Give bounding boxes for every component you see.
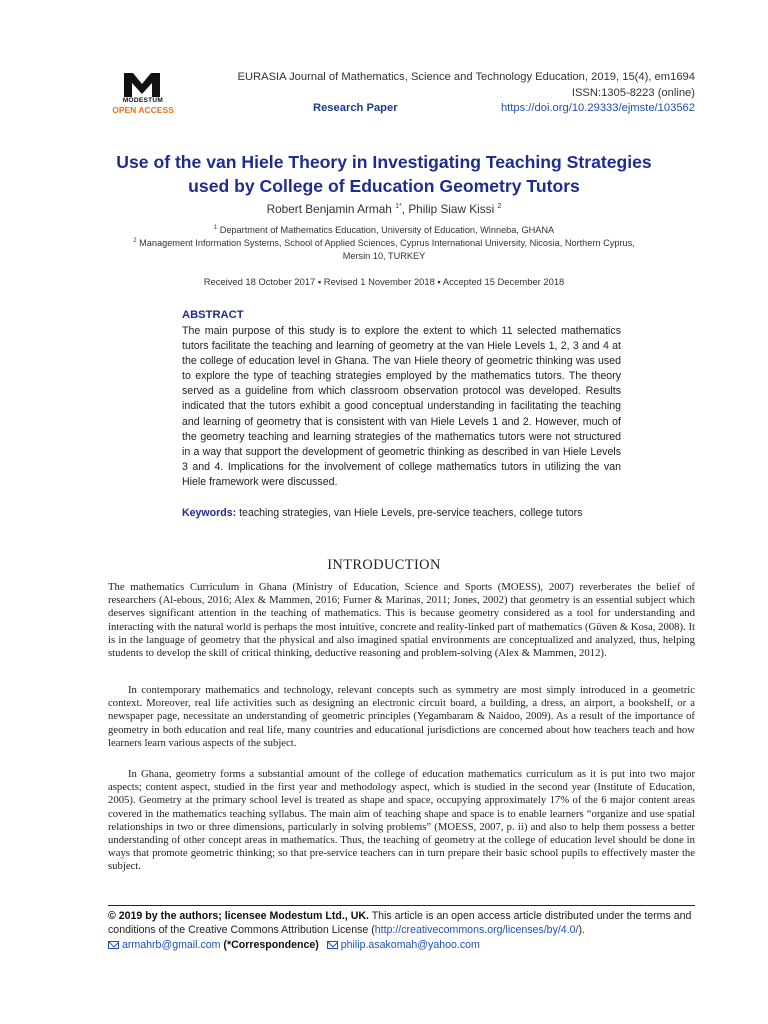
title-line-1: Use of the van Hiele Theory in Investigating Teaching Strategies bbox=[116, 152, 652, 172]
affiliation-2-text-line-2: Mersin 10, TURKEY bbox=[342, 251, 426, 262]
affiliation-1-mark: 1 bbox=[213, 225, 218, 231]
issn: ISSN:1305-8223 (online) bbox=[571, 87, 695, 99]
footer-divider bbox=[108, 905, 695, 906]
affiliation-2 bbox=[100, 235, 668, 263]
introduction-heading: INTRODUCTION bbox=[327, 557, 441, 573]
license-text: This article is an open access article distributed under the terms and conditions of the Creative Commons Attribution License ( bbox=[108, 910, 692, 937]
article-dates: Received 18 October 2017 ▪ Revised 1 November 2018 ▪ Accepted 15 December 2018 bbox=[203, 276, 565, 287]
open-access-label: OPEN ACCESS bbox=[112, 105, 174, 115]
modestum-m-icon bbox=[122, 70, 162, 98]
license-link[interactable]: http://creativecommons.org/licenses/by/4.0/ bbox=[374, 924, 579, 937]
author-1: Robert Benjamin Armah bbox=[266, 202, 392, 216]
copyright-statement: © 2019 by the authors; licensee Modestum Ltd., UK. bbox=[108, 910, 369, 922]
license-notice bbox=[108, 909, 698, 952]
intro-paragraph-1: The mathematics Curriculum in Ghana (Ministry of Education, Science and Sports (MOESS), 2007) reverberates the belief of researchers (Al-ebous, 2016; Alex & Mammen, 2016; Furner & Marinas, 2011; Jones, 2002) that geometry is an essential subject which deserves significant attention in the teaching of mathematics. This is because geometry considered as a tool for understanding and interacting with the natural world is perhaps the most intuitive, concrete and reality-linked part of mathematics (Güven & Kosa, 2008). It is in the language of geometry that the physical and also imagined spatial environments are conceptualized and analyzed, thus, helping students to develop the skill of critical thinking, deductive reasoning and problem-solving (Alex & Mammen, 2012). bbox=[108, 581, 695, 660]
license-text-end: ). bbox=[578, 924, 585, 937]
author-1-affiliation-mark: 1* bbox=[395, 203, 402, 211]
paper-title bbox=[60, 150, 708, 198]
contact-line bbox=[108, 938, 698, 952]
email-link-2[interactable]: philip.asakomah@yahoo.com bbox=[340, 938, 480, 951]
intro-paragraph-3: In Ghana, geometry forms a substantial amount of the college of education mathematics curriculum as it is put into two major aspects; content aspect, studied in the first year and methodology aspect, which is studied in the second year (Institute of Education, 2005). Geometry at the primary school level is treated as shape and space, occupying approximately 17% of the 6 major content areas covered in the mathematics teaching syllabus. The main aim of teaching shape and space is to enable learners “organize and use spatial relationships in two or three dimensions, particularly in solving problems” (MOESS, 2007, p. ii) and also to help them possess a better understanding of other concept areas in mathematics. Thus, the teaching of geometry at the college of education level should be done in ways that promote geometric thinking; so that pre-service teachers can in turn prepare their basic school pupils to effectively master the subject. bbox=[108, 768, 695, 873]
correspondence-label: (*Correspondence) bbox=[220, 938, 319, 951]
keywords-label: Keywords: bbox=[182, 507, 237, 519]
author-2: Philip Siaw Kissi bbox=[408, 202, 495, 216]
keywords-text: teaching strategies, van Hiele Levels, pre-service teachers, college tutors bbox=[236, 507, 583, 519]
affiliation-2-mark: 2 bbox=[133, 238, 137, 244]
title-line-2: used by College of Education Geometry Tutors bbox=[188, 176, 580, 196]
author-separator: , bbox=[401, 202, 409, 216]
abstract-body: The main purpose of this study is to explore the extent to which 11 selected mathematics tutors facilitate the teaching and learning of geometry at the van Hiele Levels 1, 2, 3 and 4 at the college of education level in Ghana. The van Hiele theory of geometric thinking was used to explore the type of teaching strategies employed by the mathematics tutors. The theory served as a guideline from which classroom observation protocol was developed. Results indicated that the tutors exhibit a good conceptual understanding in facilitating the teaching and learning of geometry that is consistent with van Hiele Levels 1 and 2. However, much of the geometry teaching and learning strategies of the mathematics tutors were not structured in a way that support the development of geometric thinking as described in van Hiele Levels 3 and 4. Implications for the involvement of college mathematics tutors in utilizing the van Hiele framework were discussed. bbox=[182, 325, 621, 488]
journal-citation: EURASIA Journal of Mathematics, Science and Technology Education, 2019, 15(4), em1694 bbox=[237, 71, 695, 83]
keywords-line bbox=[182, 507, 642, 519]
doi-link[interactable]: https://doi.org/10.29333/ejmste/103562 bbox=[500, 102, 695, 114]
envelope-icon bbox=[327, 941, 338, 949]
intro-paragraph-2: In contemporary mathematics and technology, relevant concepts such as symmetry are most simply introduced in a geometric context. Moreover, real life activities such as designing an electronic circuit board, a building, a dress, an airport, a bookshelf, or a newspaper page, necessitate an understanding of geometric principles (Yegambaram & Naidoo, 2009). As a result of the importance of geometry in both education and real life, many countries and educational jurisdictions are concerned about how teachers teach and how learners learn various aspects of the subject. bbox=[108, 684, 695, 749]
email-link-1[interactable]: armahrb@gmail.com bbox=[122, 938, 221, 951]
logo-name: MODESTUM bbox=[122, 97, 164, 104]
envelope-icon bbox=[108, 941, 119, 949]
paper-type-line bbox=[135, 102, 695, 114]
paper-type: Research Paper bbox=[313, 102, 398, 114]
affiliation-1-text: Department of Mathematics Education, University of Education, Winneba, GHANA bbox=[219, 225, 555, 236]
author-list bbox=[60, 202, 708, 216]
affiliation-2-text-line-1: Management Information Systems, School of Applied Sciences, Cyprus International University, Nicosia, Northern Cyprus, bbox=[139, 238, 635, 249]
abstract-heading: ABSTRACT bbox=[182, 309, 244, 321]
author-2-affiliation-mark: 2 bbox=[497, 203, 502, 211]
